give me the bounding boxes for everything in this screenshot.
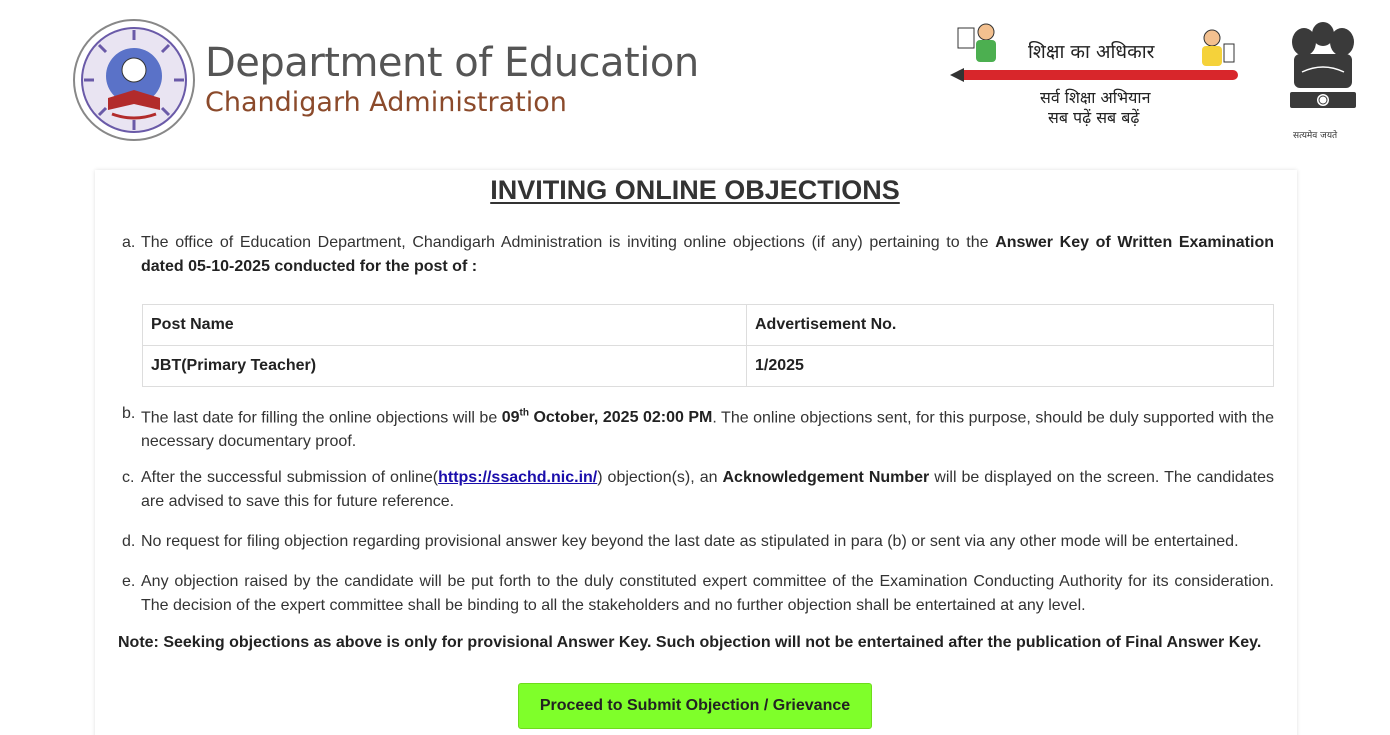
ssa-heading: शिक्षा का अधिकार xyxy=(1028,41,1155,63)
paragraph-c-text: After the successful submission of online( xyxy=(141,469,439,486)
table-header-row xyxy=(143,305,1274,346)
department-name xyxy=(205,40,699,120)
ssa-slogan-line-2: सब पढ़ें सब बढ़ें xyxy=(1048,108,1140,127)
national-emblem-icon xyxy=(1282,12,1364,128)
table-header-cell: Advertisement No. xyxy=(747,305,1274,346)
ssachd-link[interactable]: https://ssachd.nic.in/ xyxy=(438,469,598,486)
paragraph-d xyxy=(122,530,1274,554)
education-department-logo xyxy=(72,18,196,142)
paragraph-d-text: No request for filing objection regarding provisional answer key beyond the last date as stipulated in para (b) or sent via any other mode will be entertained. xyxy=(141,533,1239,550)
acknowledgement-number-label: Acknowledgement Number xyxy=(722,469,930,486)
paragraph-b-text-2: . The online objections sent, for this purpose, should be duly supported with the necessary documentary proof. xyxy=(141,409,1275,451)
table-cell: JBT(Primary Teacher) xyxy=(143,346,747,387)
paragraph-e-text: Any objection raised by the candidate will be put forth to the duly constituted expert committee of the Examination Conducting Authority for its consideration. The decision of the expert committee shall be binding to all the stakeholders and no further objection shall be entertained at any level. xyxy=(141,573,1274,614)
department-title: Department of Education xyxy=(205,40,699,86)
paragraph-a-text: The office of Education Department, Chandigarh Administration is inviting online objections (if any) pertaining to the xyxy=(141,234,996,251)
note-text: Note: Seeking objections as above is only for provisional Answer Key. Such objection will not be entertained after the publication of Final Answer Key. xyxy=(118,634,1262,651)
paragraph-c-text-3: will be displayed on the screen. The candidates are advised to save this for future reference. xyxy=(141,469,1275,510)
paragraph-b-text: The last date for filling the online objections will be xyxy=(141,409,502,427)
table-cell: 1/2025 xyxy=(747,346,1274,387)
paragraph-e xyxy=(122,570,1274,618)
list-marker: b. xyxy=(122,405,136,422)
paragraph-a xyxy=(122,231,1274,279)
proceed-submit-objection-button[interactable]: Proceed to Submit Objection / Grievance xyxy=(518,683,872,729)
last-date-suffix: th xyxy=(519,408,529,419)
page-title: INVITING ONLINE OBJECTIONS xyxy=(490,175,900,205)
last-date-rest: October, 2025 02:00 PM xyxy=(528,409,713,427)
paragraph-a-bold: Answer Key of Written Examination dated 05-10-2025 conducted for the post of : xyxy=(141,234,1274,275)
post-table xyxy=(142,304,1274,387)
emblem-caption: सत्यमेव जयते xyxy=(1293,131,1338,141)
list-marker: d. xyxy=(122,533,136,550)
last-date xyxy=(502,409,713,426)
table-row xyxy=(143,346,1274,387)
list-marker: e. xyxy=(122,573,136,590)
department-subtitle: Chandigarh Administration xyxy=(205,87,567,118)
paragraph-c xyxy=(122,466,1275,514)
page-header xyxy=(0,0,1390,160)
table-header-cell: Post Name xyxy=(143,305,747,346)
list-marker: c. xyxy=(122,469,135,486)
paragraph-c-text-2: ) objection(s), an xyxy=(597,469,723,486)
paragraph-b xyxy=(122,402,1275,454)
list-marker: a. xyxy=(122,234,136,251)
ssa-slogan-line-1: सर्व शिक्षा अभियान xyxy=(1040,88,1151,107)
last-date-day: 09 xyxy=(501,409,520,427)
